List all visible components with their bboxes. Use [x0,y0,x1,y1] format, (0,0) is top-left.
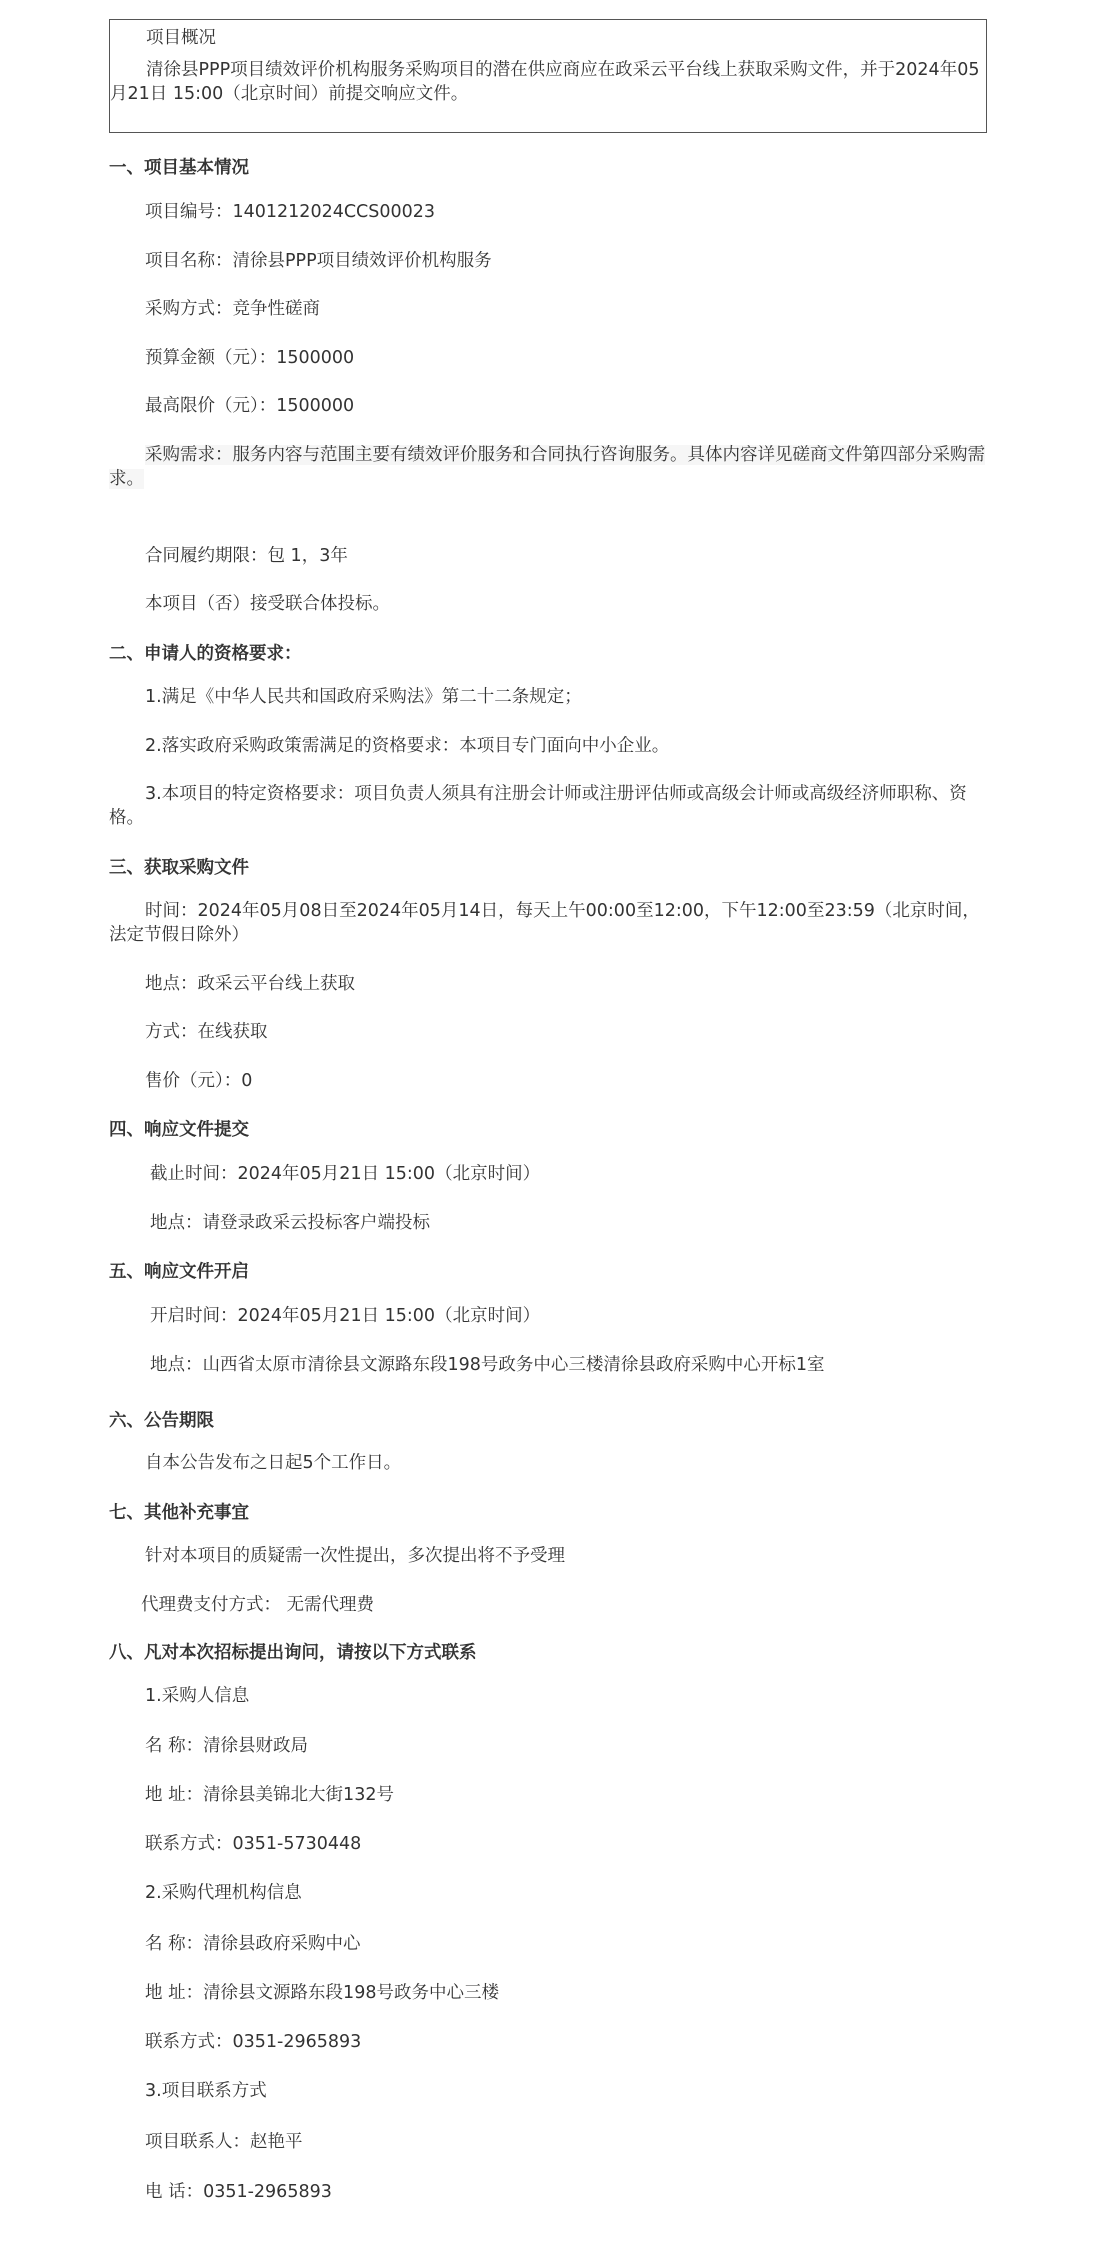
contact-person: 项目联系人：赵艳平 [145,2132,303,2152]
section-3-heading: 三、获取采购文件 [109,858,249,878]
document-acquisition-time: 时间：2024年05月08日至2024年05月14日，每天上午00:00至12:00，下午12:00至23:59（北京时间，法定节假日除外） [109,901,980,945]
opening-place: 地点：山西省太原市清徐县文源路东段198号政务中心三楼清徐县政府采购中心开标1室 [150,1355,825,1375]
procurement-requirement [109,443,991,491]
consortium-note: 本项目（否）接受联合体投标。 [145,594,390,614]
buyer-phone: 联系方式：0351-5730448 [145,1834,362,1854]
section-5-heading: 五、响应文件开启 [109,1262,249,1282]
section-1-heading: 一、项目基本情况 [109,158,249,178]
section-4-heading: 四、响应文件提交 [109,1120,249,1140]
budget-amount: 预算金额（元）：1500000 [145,348,355,368]
project-number: 项目编号：1401212024CCS00023 [145,202,436,222]
section-6-heading: 六、公告期限 [109,1411,214,1431]
buyer-address: 地 址：清徐县美锦北大街132号 [145,1785,394,1805]
agent-phone: 联系方式：0351-2965893 [145,2032,362,2052]
section-7-heading: 七、其他补充事宜 [109,1503,249,1523]
agent-info-title: 2.采购代理机构信息 [145,1883,302,1903]
agent-address: 地 址：清徐县文源路东段198号政务中心三楼 [145,1983,499,2003]
buyer-info-title: 1.采购人信息 [145,1686,250,1706]
qualification-item-1: 1.满足《中华人民共和国政府采购法》第二十二条规定； [145,687,582,707]
agent-name: 名 称：清徐县政府采购中心 [145,1934,361,1954]
section-8-heading: 八、凡对本次招标提出询问，请按以下方式联系 [109,1643,477,1663]
summary-text: 清徐县PPP项目绩效评价机构服务采购项目的潜在供应商应在政采云平台线上获取采购文件，并于2024年05月21日 15:00（北京时间）前提交响应文件。 [110,60,980,104]
qualification-item-2: 2.落实政府采购政策需满足的资格要求：本项目专门面向中小企业。 [145,736,670,756]
buyer-name: 名 称：清徐县财政局 [145,1736,309,1756]
procurement-method: 采购方式：竞争性磋商 [145,299,320,319]
submission-place: 地点：请登录政采云投标客户端投标 [150,1213,430,1233]
contact-info-title: 3.项目联系方式 [145,2081,267,2101]
max-price: 最高限价（元）：1500000 [145,396,355,416]
contract-term: 合同履约期限：包 1，3年 [145,546,348,566]
section-2-heading: 二、申请人的资格要求： [109,644,302,664]
project-name: 项目名称：清徐县PPP项目绩效评价机构服务 [145,251,492,271]
notice-period: 自本公告发布之日起5个工作日。 [145,1453,402,1473]
document-price: 售价（元）：0 [145,1071,253,1091]
document-acquisition-place: 地点：政采云平台线上获取 [145,974,355,994]
procurement-requirement-text: 采购需求：服务内容与范围主要有绩效评价服务和合同执行咨询服务。具体内容详见磋商文件第四部分采购需求。 [109,445,985,489]
contact-phone: 电 话：0351-2965893 [145,2182,332,2202]
project-summary-box [109,19,987,133]
agency-fee-note: 代理费支付方式： 无需代理费 [141,1595,375,1615]
supplementary-note-1: 针对本项目的质疑需一次性提出，多次提出将不予受理 [145,1546,565,1566]
summary-title: 项目概况 [146,28,216,48]
qualification-item-3: 3.本项目的特定资格要求：项目负责人须具有注册会计师或注册评估师或高级会计师或高级经济师职称、资格。 [109,784,967,828]
submission-deadline: 截止时间：2024年05月21日 15:00（北京时间） [150,1164,541,1184]
opening-time: 开启时间：2024年05月21日 15:00（北京时间） [150,1306,541,1326]
document-acquisition-mode: 方式：在线获取 [145,1022,268,1042]
